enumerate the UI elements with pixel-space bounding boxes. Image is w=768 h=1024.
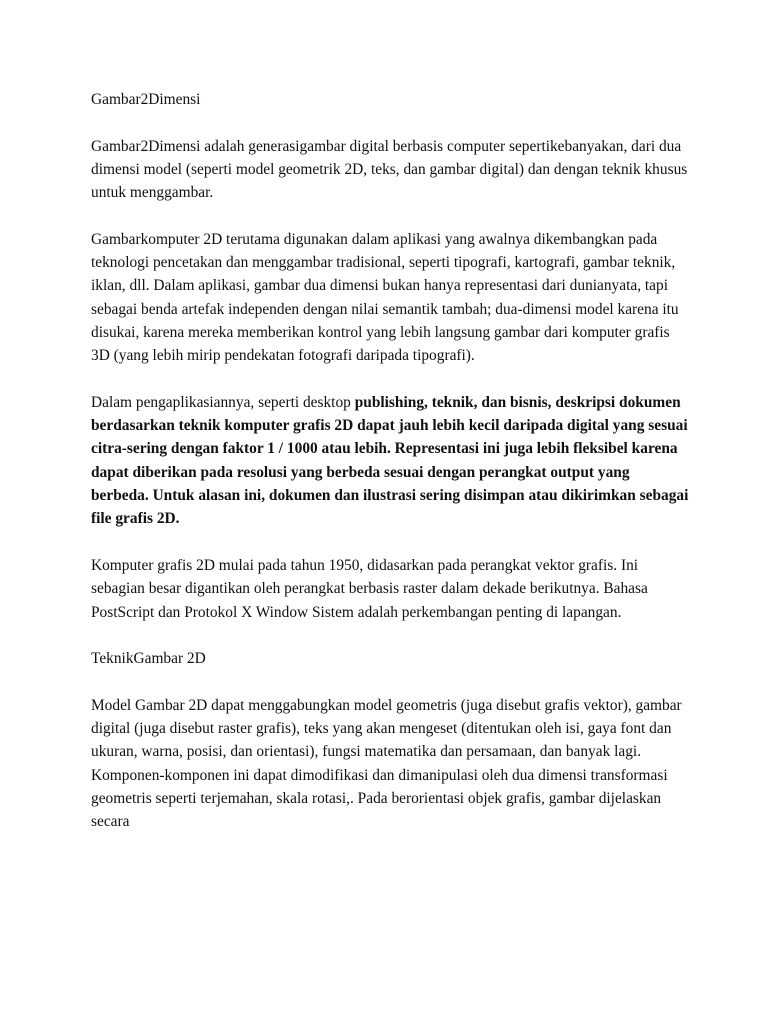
paragraph-application [91, 391, 691, 531]
paragraph-model: Model Gambar 2D dapat menggabungkan model geometris (juga disebut grafis vektor), gambar digital (juga disebut raster grafis), teks yang akan mengeset (ditentukan oleh isi, gaya font dan ukuran, warna, posisi, dan orientasi), fungsi matematika dan persamaan, dan banyak lagi. Komponen-komponen ini dapat dimodifikasi dan dimanipulasi oleh dua dimensi transformasi geometris seperti terjemahan, skala rotasi,. Pada berorientasi objek grafis, gambar dijelaskan secara [91, 696, 682, 831]
paragraph-history: Komputer grafis 2D mulai pada tahun 1950, didasarkan pada perangkat vektor grafis. Ini sebagian besar digantikan oleh perangkat berbasis raster dalam dekade berikutnya. Bahasa PostScript dan Protokol X Window Sistem adalah perkembangan penting di lapangan. [91, 556, 648, 621]
document-body [91, 88, 691, 857]
paragraph-usage: Gambarkomputer 2D terutama digunakan dalam aplikasi yang awalnya dikembangkan pada teknologi pencetakan dan menggambar tradisional, seperti tipografi, kartografi, gambar teknik, iklan, dll. Dalam aplikasi, gambar dua dimensi bukan hanya representasi dari dunianyata, tapi sebagai benda artefak independen dengan nilai semantik tambah; dua-dimensi model karena itu disukai, karena mereka memberikan kontrol yang lebih langsung gambar dari komputer grafis 3D (yang lebih mirip pendekatan fotografi daripada tipografi). [91, 230, 679, 365]
section-heading-gambar2dimensi: Gambar2Dimensi [91, 91, 201, 108]
paragraph-definition: Gambar2Dimensi adalah generasigambar digital berbasis computer sepertikebanyakan, dari dua dimensi model (seperti model geometrik 2D, teks, dan gambar digital) dan dengan teknik khusus untuk menggambar. [91, 137, 688, 202]
paragraph-application-bold-text: publishing, teknik, dan bisnis, deskripsi dokumen berdasarkan teknik komputer grafis 2D dapat jauh lebih kecil daripada digital yang sesuai citra-sering dengan faktor 1 / 1000 atau lebih. Representasi ini juga lebih fleksibel karena dapat diberikan pada resolusi yang berbeda sesuai dengan perangkat output yang berbeda. Untuk alasan ini, dokumen dan ilustrasi sering disimpan atau dikirimkan sebagai file grafis 2D. [91, 393, 689, 528]
section-heading-teknik: TeknikGambar 2D [91, 650, 206, 668]
paragraph-application-normal-text: Dalam pengaplikasiannya, seperti desktop [91, 393, 355, 411]
